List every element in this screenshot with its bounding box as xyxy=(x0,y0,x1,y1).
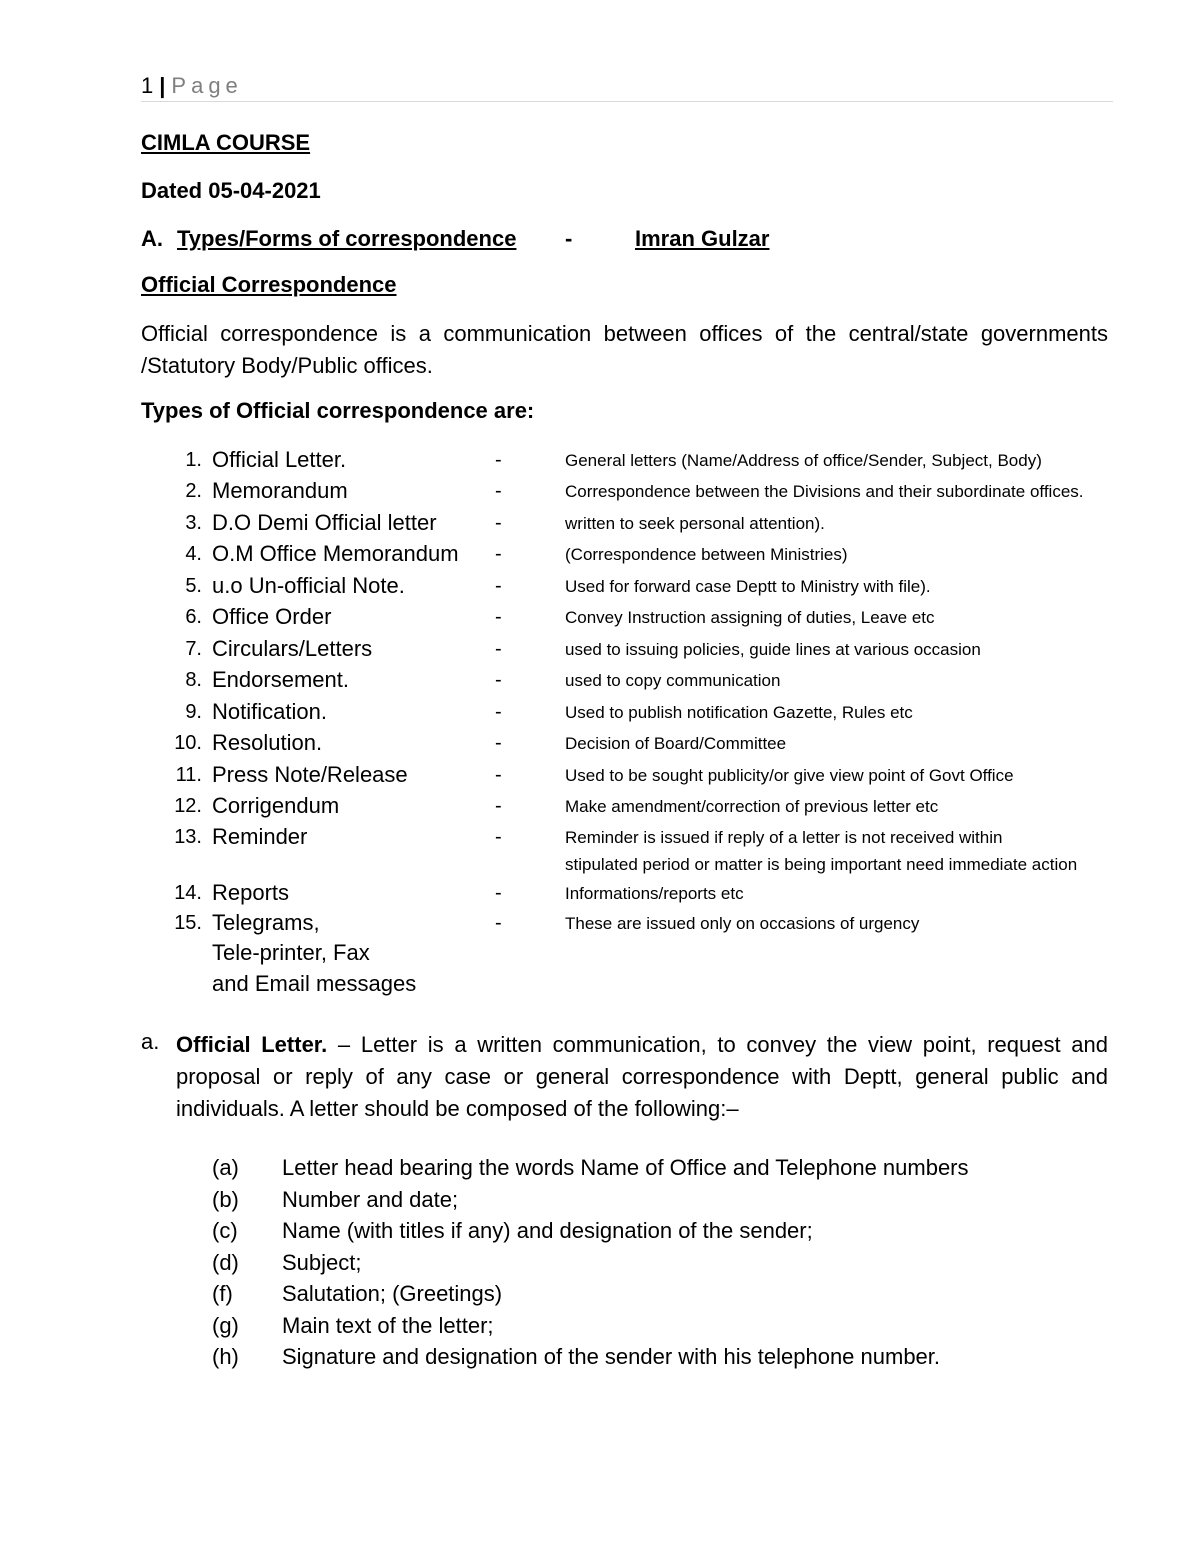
component-letter: (g) xyxy=(212,1313,239,1338)
type-dash: - xyxy=(495,882,502,904)
type-name: Endorsement. xyxy=(212,667,349,692)
type-number: 4. xyxy=(185,543,202,565)
component-text: Letter head bearing the words Name of Office and Telephone numbers xyxy=(282,1155,969,1180)
official-paragraph: Official correspondence is a communication between offices of the central/state governments /Statutory Body/Public offices. xyxy=(141,321,1108,378)
type-description: Correspondence between the Divisions and their subordinate offices. xyxy=(565,482,1084,501)
type-dash: - xyxy=(495,764,502,786)
type-name: O.M Office Memorandum xyxy=(212,541,459,566)
page-number: 1 xyxy=(141,73,154,98)
component-text: Signature and designation of the sender with his telephone number. xyxy=(282,1344,941,1369)
type-description: used to issuing policies, guide lines at various occasion xyxy=(565,640,981,659)
type-name: Memorandum xyxy=(212,478,348,503)
type-name: Telegrams, xyxy=(212,910,320,935)
component-letter: (c) xyxy=(212,1218,238,1243)
type-dash: - xyxy=(495,638,502,660)
type-dash: - xyxy=(495,701,502,723)
type-name: Office Order xyxy=(212,604,332,629)
type-name: Corrigendum xyxy=(212,793,340,818)
type-dash: - xyxy=(495,912,502,934)
component-text: Subject; xyxy=(282,1250,362,1275)
type-dash: - xyxy=(495,669,502,691)
type-dash: - xyxy=(495,543,502,565)
type-number: 11. xyxy=(175,764,202,786)
type-number: 3. xyxy=(185,512,202,534)
type-description: Used to publish notification Gazette, Rules etc xyxy=(565,703,913,722)
type-name: Reports xyxy=(212,880,290,905)
component-letter: (a) xyxy=(212,1155,239,1180)
type-number: 8. xyxy=(185,669,202,691)
component-text: Name (with titles if any) and designation of the sender; xyxy=(282,1218,813,1243)
type-dash: - xyxy=(495,449,502,471)
component-text: Number and date; xyxy=(282,1187,459,1212)
official-letter-text: – Letter is a written communication, to convey the view point, request and proposal or reply of any case or general correspondence with Deptt, general public and individuals. A letter should be composed of the following:– xyxy=(176,1032,1108,1121)
type-name-cont: Tele-printer, Fax xyxy=(212,940,370,965)
type-name: D.O Demi Official letter xyxy=(212,510,437,535)
type-number: 9. xyxy=(185,701,202,723)
type-name: Circulars/Letters xyxy=(212,636,373,661)
type-dash: - xyxy=(495,732,502,754)
component-text: Main text of the letter; xyxy=(282,1313,494,1338)
type-number: 5. xyxy=(185,575,202,597)
component-letter: (d) xyxy=(212,1250,239,1275)
course-title: CIMLA COURSE xyxy=(141,130,311,155)
header-separator: | xyxy=(159,73,166,98)
section-a-title: Types/Forms of correspondence xyxy=(177,226,517,251)
type-name-cont: and Email messages xyxy=(212,971,417,996)
type-description-cont: stipulated period or matter is being important need immediate action xyxy=(565,855,1078,874)
section-a-author: Imran Gulzar xyxy=(635,226,770,251)
type-description: These are issued only on occasions of urgency xyxy=(565,914,920,933)
component-letter: (f) xyxy=(212,1281,233,1306)
type-name: Reminder xyxy=(212,824,308,849)
type-name: Official Letter. xyxy=(212,447,347,472)
types-heading: Types of Official correspondence are: xyxy=(141,398,535,423)
section-a-dash: - xyxy=(565,226,573,251)
type-name: Resolution. xyxy=(212,730,323,755)
type-dash: - xyxy=(495,826,502,848)
type-number: 2. xyxy=(185,480,202,502)
type-dash: - xyxy=(495,606,502,628)
official-letter-paragraph xyxy=(176,1029,1108,1125)
component-letter: (h) xyxy=(212,1344,239,1369)
component-letter: (b) xyxy=(212,1187,239,1212)
dated-line: Dated 05-04-2021 xyxy=(141,178,321,203)
type-description: used to copy communication xyxy=(565,671,781,690)
type-number: 6. xyxy=(185,606,202,628)
type-name: Notification. xyxy=(212,699,327,724)
type-number: 10. xyxy=(174,732,202,754)
type-description: Make amendment/correction of previous letter etc xyxy=(565,797,939,816)
type-description: written to seek personal attention). xyxy=(565,514,825,533)
type-number: 13. xyxy=(174,826,202,848)
component-text: Salutation; (Greetings) xyxy=(282,1281,503,1306)
type-description: Used to be sought publicity/or give view point of Govt Office xyxy=(565,766,1014,785)
type-number: 12. xyxy=(174,795,202,817)
type-description: General letters (Name/Address of office/Sender, Subject, Body) xyxy=(565,451,1042,470)
page-header xyxy=(141,70,1113,102)
type-description: (Correspondence between Ministries) xyxy=(565,545,848,564)
type-description: Convey Instruction assigning of duties, Leave etc xyxy=(565,608,935,627)
type-description: Used for forward case Deptt to Ministry with file). xyxy=(565,577,931,596)
type-number: 15. xyxy=(174,912,202,934)
type-name: u.o Un-official Note. xyxy=(212,573,405,598)
official-heading: Official Correspondence xyxy=(141,272,397,297)
type-dash: - xyxy=(495,575,502,597)
type-dash: - xyxy=(495,512,502,534)
type-number: 7. xyxy=(185,638,202,660)
type-number: 1. xyxy=(185,449,202,471)
official-letter-lead: Official Letter. xyxy=(176,1032,328,1057)
type-name: Press Note/Release xyxy=(212,762,408,787)
type-dash: - xyxy=(495,795,502,817)
page-word: Page xyxy=(171,73,243,98)
type-description: Decision of Board/Committee xyxy=(565,734,787,753)
section-a-lower-letter: a. xyxy=(141,1029,160,1054)
type-number: 14. xyxy=(174,882,202,904)
type-description: Informations/reports etc xyxy=(565,884,744,903)
section-a-letter: A. xyxy=(141,226,163,251)
type-dash: - xyxy=(495,480,502,502)
type-description: Reminder is issued if reply of a letter is not received within xyxy=(565,828,1003,847)
